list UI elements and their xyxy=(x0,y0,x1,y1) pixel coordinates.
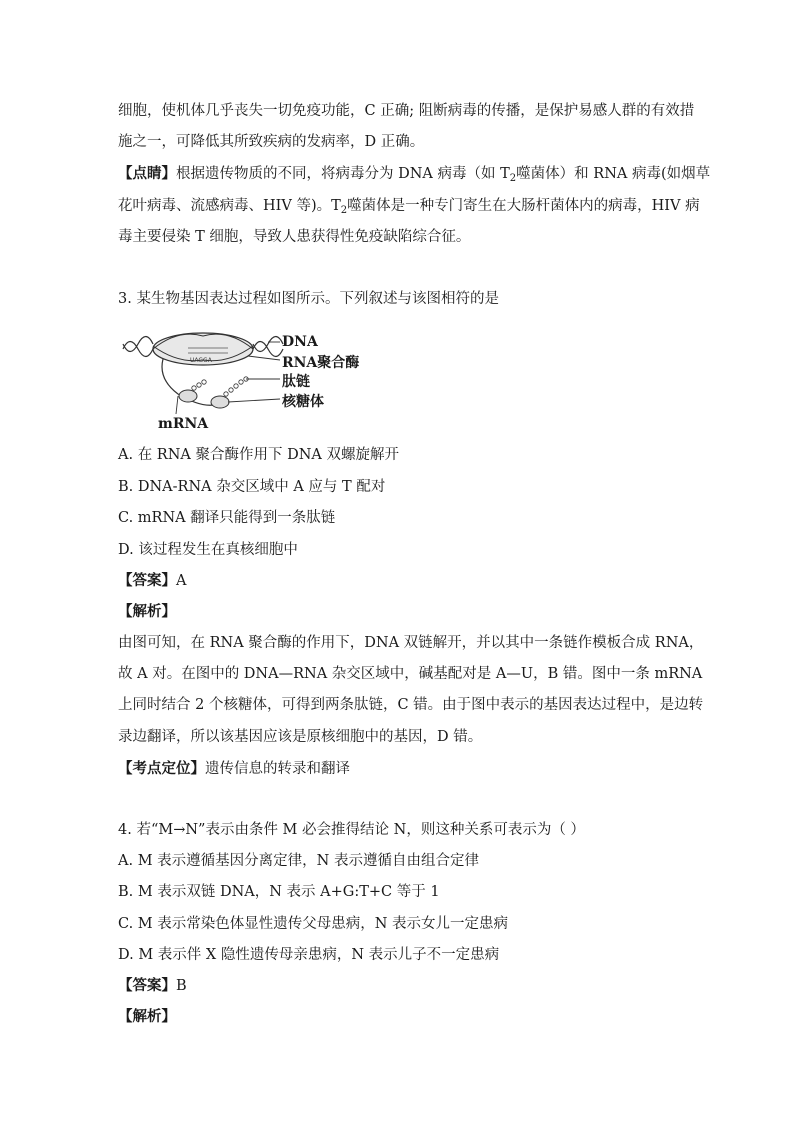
q3-analysis-line2: 故 A 对。在图中的 DNA—RNA 杂交区域中，碱基配对是 A—U，B 错。图中一条 mRNA xyxy=(118,666,703,682)
q3-analysis-tag xyxy=(118,602,176,622)
q4-option-c: C. M 表示常染色体显性遗传父母患病，N 表示女儿一定患病 xyxy=(118,916,509,932)
q3-kp-value: 遗传信息的转录和翻译 xyxy=(205,761,350,777)
q3-analysis-tag-text: 【解析】 xyxy=(118,604,176,620)
q3-knowledge-point xyxy=(118,759,350,779)
q3-option-c: C. mRNA 翻译只能得到一条肽链 xyxy=(118,510,336,526)
figure-label-mrna: mRNA xyxy=(158,416,209,432)
figure-seq-label: UAGGA xyxy=(190,357,212,364)
q4-answer xyxy=(118,976,187,996)
q4-option-a: A. M 表示遵循基因分离定律，N 表示遵循自由组合定律 xyxy=(118,853,479,869)
figure-label-ribosome: 核糖体 xyxy=(282,394,324,410)
q4-analysis-tag xyxy=(118,1007,176,1027)
q3-answer-tag: 【答案】 xyxy=(118,573,176,589)
q3-analysis-line1: 由图可知，在 RNA 聚合酶的作用下，DNA 双链解开，并以其中一条链作模板合成 RNA， xyxy=(118,635,704,651)
q3-analysis-line4: 录边翻译，所以该基因应该是原核细胞中的基因，D 错。 xyxy=(118,729,483,745)
tip-line2 xyxy=(118,196,700,221)
q4-answer-tag: 【答案】 xyxy=(118,978,176,994)
q3-option-b: B. DNA-RNA 杂交区域中 A 应与 T 配对 xyxy=(118,479,386,495)
q3-answer-value: A xyxy=(176,573,187,589)
tip-line3: 毒主要侵染 T 细胞，导致人患获得性免疫缺陷综合征。 xyxy=(118,229,471,245)
figure-label-rna-polymerase: RNA聚合酶 xyxy=(282,355,360,371)
figure-label-peptide: 肽链 xyxy=(282,374,310,390)
para1-line1: 细胞，使机体几乎丧失一切免疫功能，C 正确; 阻断病毒的传播，是保护易感人群的有效措 xyxy=(118,103,695,119)
q3-kp-tag: 【考点定位】 xyxy=(118,761,205,777)
tip-tag: 【点睛】 xyxy=(118,166,176,182)
q3-analysis-line3: 上同时结合 2 个核糖体，可得到两条肽链，C 错。由于图中表示的基因表达过程中，是边转 xyxy=(118,697,704,713)
tip-line2-sub: 2 xyxy=(340,205,348,216)
tip-line2-a: 花叶病毒、流感病毒、HIV 等)。T xyxy=(118,198,341,214)
tip-line1-sub: 2 xyxy=(509,173,517,184)
q3-stem: 3. 某生物基因表达过程如图所示。下列叙述与该图相符的是 xyxy=(118,291,499,307)
gene-expression-figure xyxy=(118,324,360,434)
q3-answer xyxy=(118,571,186,591)
q4-analysis-tag-text: 【解析】 xyxy=(118,1009,176,1025)
q3-option-a: A. 在 RNA 聚合酶作用下 DNA 双螺旋解开 xyxy=(118,447,399,463)
q4-option-d: D. M 表示伴 X 隐性遗传母亲患病，N 表示儿子不一定患病 xyxy=(118,947,500,963)
q4-stem: 4. 若“M→N”表示由条件 M 必会推得结论 N，则这种关系可表示为（ ） xyxy=(118,822,585,838)
q4-option-b: B. M 表示双链 DNA，N 表示 A+G:T+C 等于 1 xyxy=(118,884,440,900)
q4-answer-value: B xyxy=(176,978,187,994)
tip-line2-b: 噬菌体是一种专门寄生在大肠杆菌体内的病毒，HIV 病 xyxy=(347,198,700,214)
tip-line1 xyxy=(118,164,710,189)
q3-option-d: D. 该过程发生在真核细胞中 xyxy=(118,542,298,558)
para1-line2: 施之一，可降低其所致疾病的发病率，D 正确。 xyxy=(118,134,425,150)
tip-line1-b: 噬菌体）和 RNA 病毒(如烟草 xyxy=(516,166,711,182)
figure-label-dna: DNA xyxy=(282,334,318,350)
tip-line1-a: 根据遗传物质的不同，将病毒分为 DNA 病毒（如 T xyxy=(176,166,510,182)
